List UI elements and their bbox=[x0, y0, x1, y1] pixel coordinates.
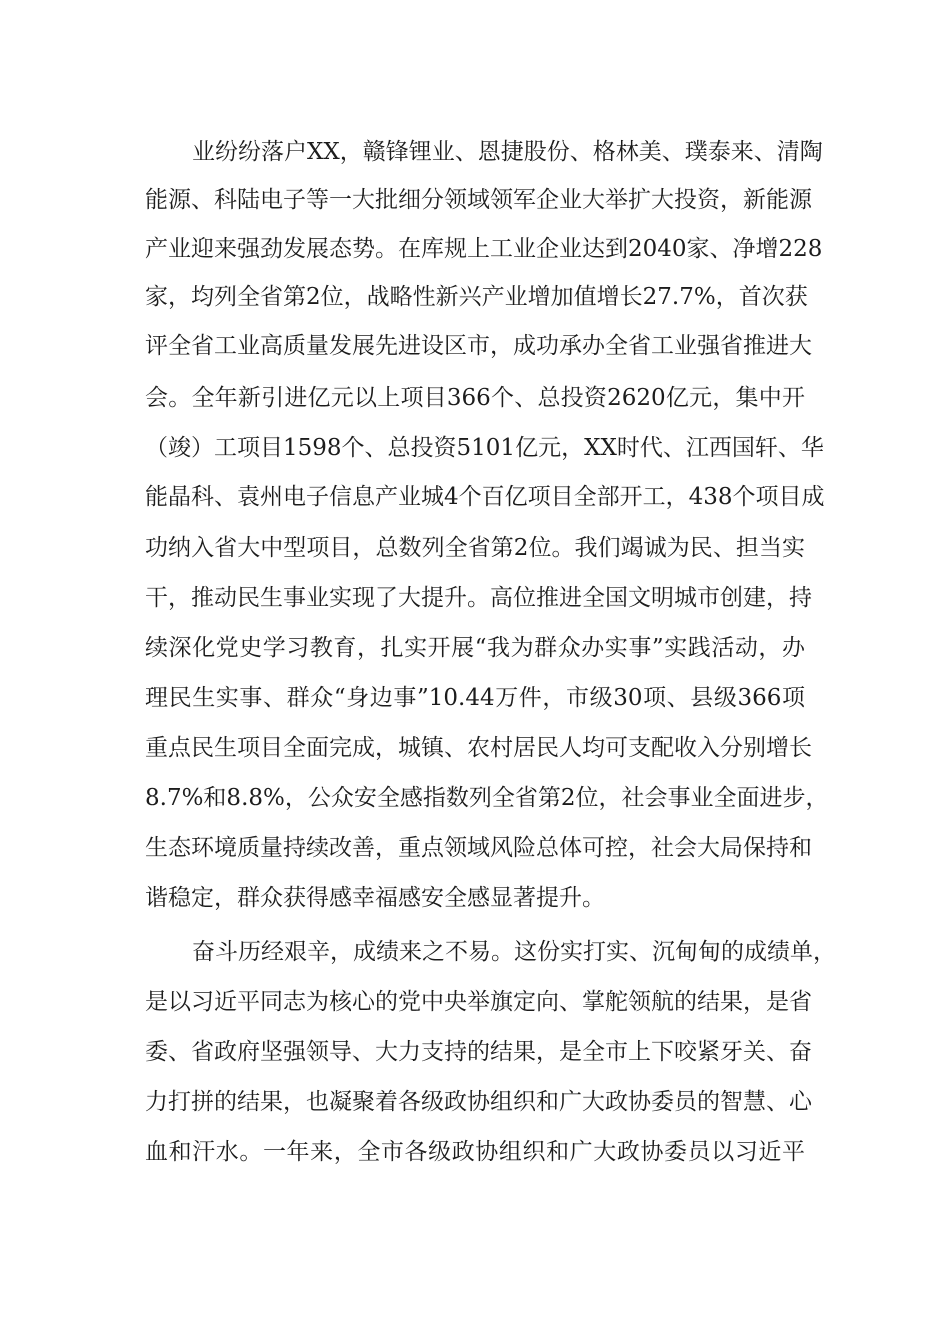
text-line: 8.7%和8.8%，公众安全感指数列全省第2位，社会事业全面进步， bbox=[145, 785, 829, 811]
text-line: 理民生实事、群众“身边事”10.44万件，市级30项、县级366项 bbox=[145, 685, 805, 711]
text-line: 续深化党史学习教育，扎实开展“我为群众办实事”实践活动，办 bbox=[145, 635, 805, 661]
text-line: 血和汗水。一年来，全市各级政协组织和广大政协委员以习近平 bbox=[145, 1139, 805, 1165]
text-line: （竣）工项目1598个、总投资5101亿元，XX时代、江西国轩、华 bbox=[145, 435, 824, 461]
text-line: 谐稳定，群众获得感幸福感安全感显著提升。 bbox=[145, 885, 605, 911]
text-line: 重点民生项目全面完成，城镇、农村居民人均可支配收入分别增长 bbox=[145, 735, 812, 761]
text-line: 产业迎来强劲发展态势。在库规上工业企业达到2040家、净增228 bbox=[145, 236, 823, 262]
text-line: 是以习近平同志为核心的党中央举旗定向、掌舵领航的结果，是省 bbox=[145, 989, 812, 1015]
text-line: 生态环境质量持续改善，重点领域风险总体可控，社会大局保持和 bbox=[145, 835, 812, 861]
text-line: 能源、科陆电子等一大批细分领域领军企业大举扩大投资，新能源 bbox=[145, 187, 812, 213]
text-line: 奋斗历经艰辛，成绩来之不易。这份实打实、沉甸甸的成绩单， bbox=[192, 939, 836, 965]
text-line: 能晶科、袁州电子信息产业城4个百亿项目全部开工，438个项目成 bbox=[145, 484, 825, 510]
text-line: 干，推动民生事业实现了大提升。高位推进全国文明城市创建，持 bbox=[145, 585, 812, 611]
text-line: 委、省政府坚强领导、大力支持的结果，是全市上下咬紧牙关、奋 bbox=[145, 1039, 812, 1065]
text-line: 评全省工业高质量发展先进设区市，成功承办全省工业强省推进大 bbox=[145, 333, 812, 359]
text-line: 家，均列全省第2位，战略性新兴产业增加值增长27.7%，首次获 bbox=[145, 284, 808, 310]
text-line: 会。全年新引进亿元以上项目366个、总投资2620亿元，集中开 bbox=[145, 385, 805, 411]
text-line: 力打拼的结果，也凝聚着各级政协组织和广大政协委员的智慧、心 bbox=[145, 1089, 812, 1115]
text-line: 功纳入省大中型项目，总数列全省第2位。我们竭诚为民、担当实 bbox=[145, 535, 805, 561]
text-line: 业纷纷落户XX，赣锋锂业、恩捷股份、格林美、璞泰来、清陶 bbox=[192, 139, 823, 165]
